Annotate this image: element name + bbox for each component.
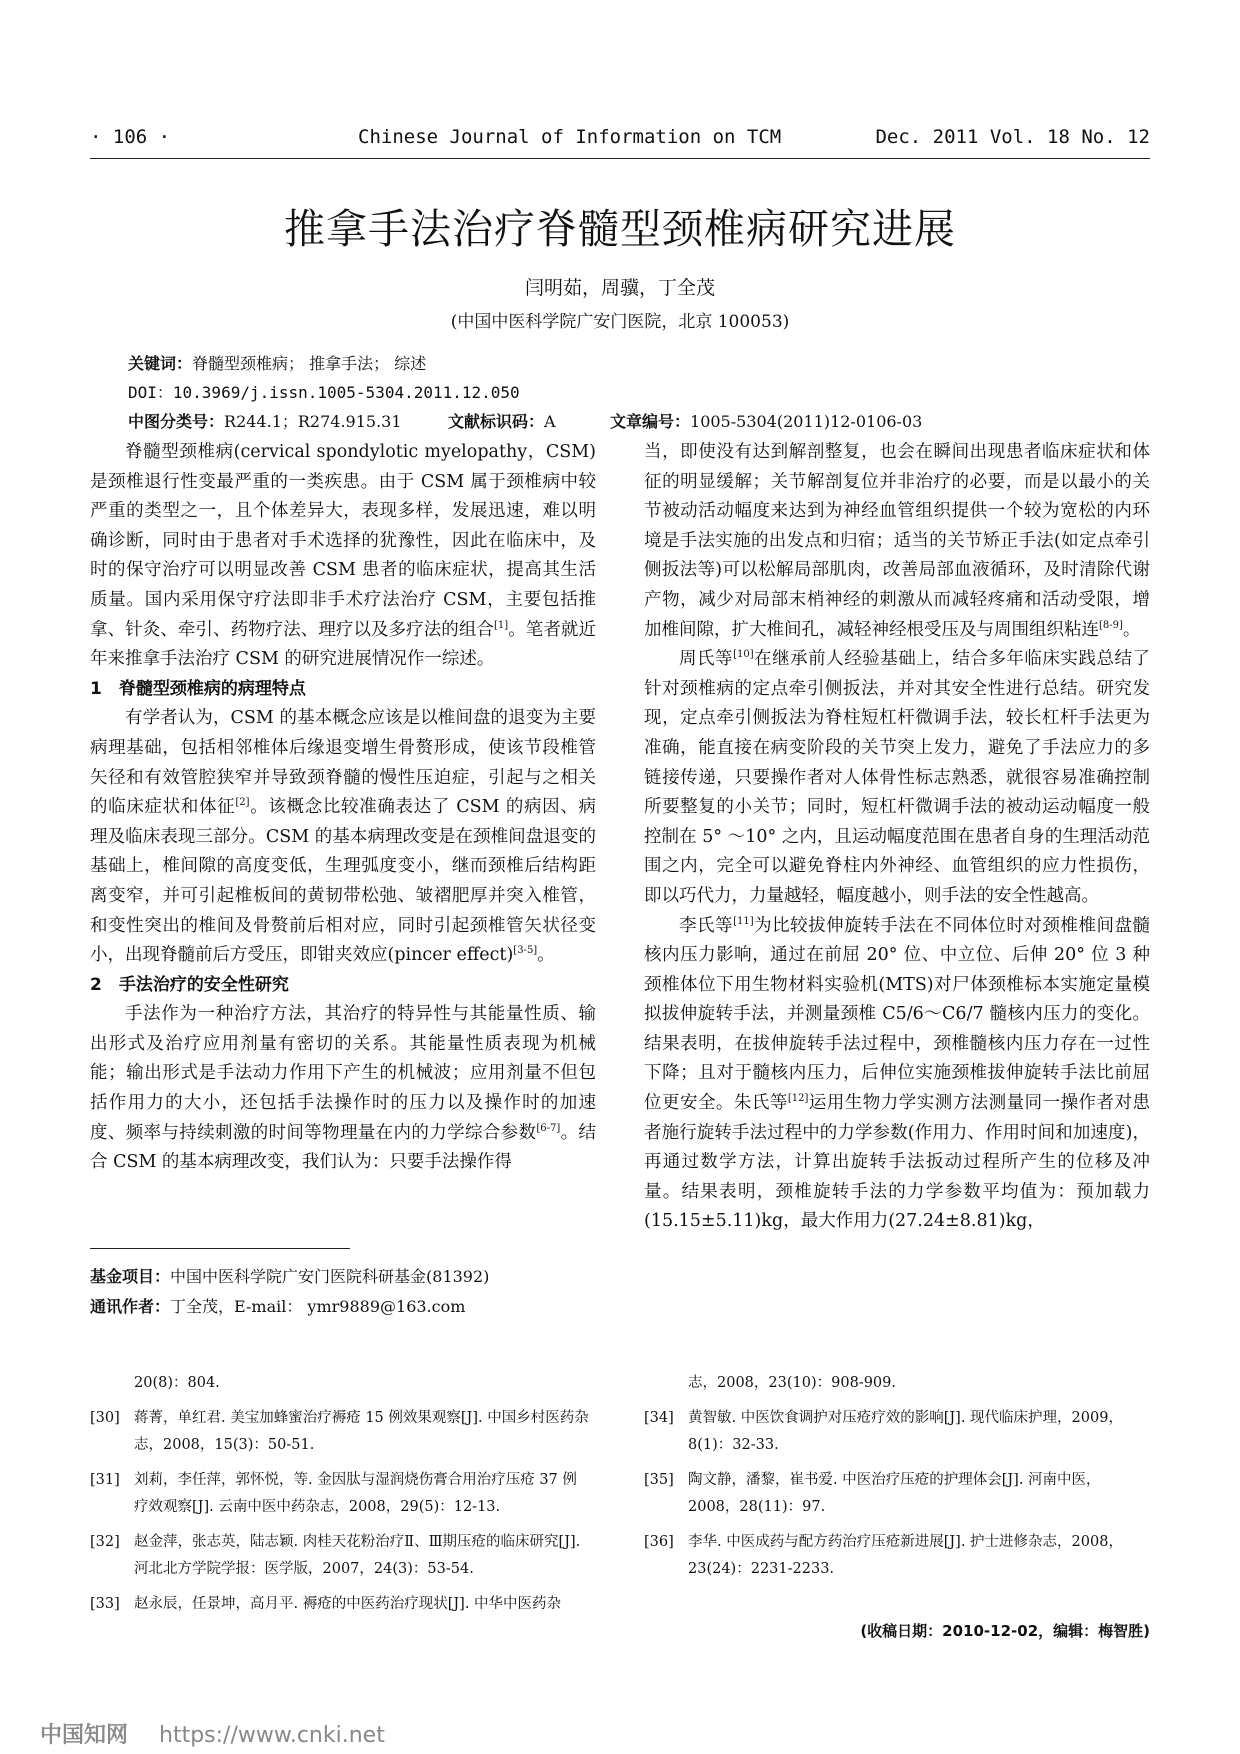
fund-footnote (90, 1262, 489, 1292)
keywords-line (128, 351, 426, 374)
reference-number: [31] (90, 1472, 120, 1488)
reference-item (90, 1467, 590, 1521)
section-heading: 2 手法治疗的安全性研究 (90, 974, 289, 995)
citation: [6-7] (536, 1122, 561, 1134)
reference-text: 黄智敏. 中医饮食调护对压疮疗效的影响[J]. 现代临床护理，2009，8(1)：32-33. (688, 1410, 1123, 1453)
paragraph: 脊髓型颈椎病(cervical spondylotic myelopathy，CSM)是颈椎退行性变最严重的一类疾患。由于 CSM 属于颈椎病中较严重的类型之一，且个体差异大，表现多样，发展迅速，难以明确诊断，同时由于患者对手术选择的犹豫性，因此在临床中，及时的保守治疗可以明显改善 CSM 患者的临床症状，提高其生活质量。国内采用保守疗法即非手术疗法治疗 CSM，主要包括推拿、针灸、牵引、药物疗法、理疗以及多疗法的组合[1]。笔者就近年来推拿手法治疗 CSM 的研究进展情况作一综述。 (90, 442, 596, 670)
clc-label: 中图分类号： (128, 412, 225, 431)
citation: [8-9] (1099, 619, 1123, 631)
footnote-rule (90, 1248, 350, 1249)
reference-item (644, 1529, 1144, 1583)
doc-code-label: 文献标识码： (448, 412, 545, 431)
citation: [1] (494, 619, 509, 631)
reference-text: 刘莉，李任萍，郭怀悦，等. 金因肽与湿润烧伤膏合用治疗压疮 37 例疗效观察[J]. 云南中医中药杂志，2008，29(5)：12-13. (134, 1472, 577, 1515)
reference-text: 赵永辰，任景坤，高月平. 褥疮的中医药治疗现状[J]. 中华中医药杂 (134, 1596, 562, 1612)
paragraph: 手法作为一种治疗方法，其治疗的特异性与其能量性质、输出形式及治疗应用剂量有密切的关系。其能量性质表现为机械能；输出形式是手法动力作用下产生的机械波；应用剂量不但包括作用力的大小，还包括手法操作时的压力以及操作时的加速度、频率与持续刺激的时间等物理量在内的力学综合参数[6-7]。结合 CSM 的基本病理改变，我们认为：只要手法操作得 (90, 1004, 597, 1173)
reference-number: [34] (644, 1410, 674, 1426)
received-date: (收稿日期：2010-12-02，编辑：梅智胜) (860, 1622, 1150, 1640)
keywords-label: 关键词： (128, 354, 193, 373)
reference-text: 蒋菁，单红君. 美宝加蜂蜜治疗褥疮 15 例效果观察[J]. 中国乡村医药杂志，2008，15(3)：50-51. (134, 1410, 589, 1453)
paragraph: 当，即使没有达到解剖整复，也会在瞬间出现患者临床症状和体征的明显缓解；关节解剖复位并非治疗的必要，而是以最小的关节被动活动幅度来达到为神经血管组织提供一个较为宽松的内环境是手法实施的出发点和归宿；适当的关节矫正手法(如定点牵引侧扳法等)可以松解局部肌肉，改善局部血液循环，及时清除代谢产物，减少对局部末梢神经的刺激从而减轻疼痛和活动受限，增加椎间隙，扩大椎间孔，减轻神经根受压及与周围组织粘连[8-9]。 (644, 442, 1150, 640)
reference-text: 志，2008，23(10)：908-909. (688, 1375, 896, 1391)
reference-number: [35] (644, 1472, 674, 1488)
reference-item (90, 1405, 590, 1459)
citation: [12] (787, 1093, 809, 1105)
left-column (90, 438, 596, 1178)
article-id: 1005-5304(2011)12-0106-03 (690, 412, 923, 431)
citation: [11] (733, 915, 754, 927)
keywords: 脊髓型颈椎病； 推拿手法； 综述 (192, 354, 427, 373)
doi-line: DOI：10.3969/j.issn.1005-5304.2011.12.050 (128, 383, 520, 402)
paragraph: 有学者认为，CSM 的基本概念应该是以椎间盘的退变为主要病理基础，包括相邻椎体后缘退变增生骨赘形成，使该节段椎管矢径和有效管腔狭窄并导致颈脊髓的慢性压迫症，引起与之相关的临床症状和体征[2]。该概念比较准确表达了 CSM 的病因、病理及临床表现三部分。CSM 的基本病理改变是在颈椎间盘退变的基础上，椎间隙的高度变低，生理弧度变小，继而颈椎后结构距离变窄，并可引起椎板间的黄韧带松弛、皱褶肥厚并突入椎管，和变性突出的椎间及骨赘前后相对应，同时引起颈椎管矢状径变小，出现脊髓前后方受压，即钳夹效应(pincer effect)[3-5]。 (90, 708, 597, 966)
reference-text: 赵金萍，张志英，陆志颖. 肉桂天花粉治疗Ⅱ、Ⅲ期压疮的临床研究[J]. 河北北方学院学报：医学版，2007，24(3)：53-54. (134, 1534, 581, 1577)
header-rule (90, 158, 1150, 159)
issue-info: Dec. 2011 Vol. 18 No. 12 (875, 126, 1150, 148)
article-affiliation: (中国中医科学院广安门医院，北京 100053) (450, 312, 790, 332)
citation: [2] (235, 797, 250, 809)
reference-item (90, 1529, 590, 1583)
reference-text: 20(8)：804. (134, 1375, 220, 1391)
article-title: 推拿手法治疗脊髓型颈椎病研究进展 (284, 205, 956, 253)
corresponding-author-footnote (90, 1292, 465, 1322)
journal-name: Chinese Journal of Information on TCM (358, 126, 782, 148)
fund-text: 中国中医科学院广安门医院科研基金(81392) (170, 1267, 490, 1286)
reference-item (644, 1467, 1144, 1521)
clc-code: R244.1；R274.915.31 (224, 412, 402, 431)
reference-number: [33] (90, 1596, 120, 1612)
references-left (90, 1370, 590, 1626)
citation: [3-5] (513, 945, 538, 957)
cnki-url[interactable]: https://www.cnki.net (159, 1723, 385, 1748)
running-header (90, 122, 1150, 156)
doc-code: A (544, 412, 556, 431)
cnki-logo: 中国知网 (40, 1723, 129, 1748)
reference-item (644, 1370, 1144, 1397)
reference-item (644, 1405, 1144, 1459)
corresponding-author-label: 通讯作者： (90, 1297, 171, 1316)
references-right (644, 1370, 1144, 1591)
reference-item (90, 1591, 590, 1618)
reference-number: [32] (90, 1534, 120, 1550)
paragraph: 李氏等[11]为比较拔伸旋转手法在不同体位时对颈椎椎间盘髓核内压力影响，通过在前屈 20° 位、中立位、后伸 20° 位 3 种颈椎体位下用生物材料实验机(MTS)对尸体颈椎标本实施定量模拟拔伸旋转手法，并测量颈椎 C5/6～C6/7 髓核内压力的变化。结果表明，在拔伸旋转手法过程中，颈椎髓核内压力存在一过性下降；且对于髓核内压力，后伸位实施颈椎拔伸旋转手法比前屈位更安全。朱氏等[12]运用生物力学实测方法测量同一操作者对患者施行旋转手法过程中的力学参数(作用力、作用时间和加速度)，再通过数学方法，计算出旋转手法扳动过程所产生的位移及冲量。结果表明，颈椎旋转手法的力学参数平均值为：预加载力(15.15±5.11)kg，最大作用力(27.24±8.81)kg， (644, 915, 1151, 1232)
article-authors: 闫明茹，周骥，丁全茂 (524, 277, 715, 299)
right-column (644, 438, 1150, 1237)
reference-text: 李华. 中医成药与配方药治疗压疮新进展[J]. 护士进修杂志，2008，23(24)：2231-2233. (688, 1534, 1123, 1577)
reference-number: [36] (644, 1534, 674, 1550)
citation: [10] (733, 649, 754, 661)
fund-label: 基金项目： (90, 1267, 171, 1286)
reference-text: 陶文静，潘黎，崔书爱. 中医治疗压疮的护理体会[J]. 河南中医，2008，28(11)：97. (688, 1472, 1101, 1515)
reference-number: [30] (90, 1410, 120, 1426)
section-heading: 1 脊髓型颈椎病的病理特点 (90, 678, 306, 699)
paragraph: 周氏等[10]在继承前人经验基础上，结合多年临床实践总结了针对颈椎病的定点牵引侧扳法，并对其安全性进行总结。研究发现，定点牵引侧扳法为脊柱短杠杆微调手法，较长杠杆手法更为准确，能直接在病变阶段的关节突上发力，避免了手法应力的多链接传递，只要操作者对人体骨性标志熟悉，就很容易准确控制所要整复的小关节；同时，短杠杆微调手法的被动运动幅度一般控制在 5° ～10° 之内，且运动幅度范围在患者自身的生理活动范围之内，完全可以避免脊柱内外神经、血管组织的应力性损伤，即以巧代力，力量越轻，幅度越小，则手法的安全性越高。 (644, 649, 1151, 906)
corresponding-author-text: 丁全茂，E-mail： ymr9889@163.com (170, 1297, 466, 1316)
article-id-label: 文章编号： (610, 412, 691, 431)
cnki-watermark (40, 1718, 385, 1749)
reference-item (90, 1370, 590, 1397)
page-number: · 106 · (90, 126, 171, 148)
